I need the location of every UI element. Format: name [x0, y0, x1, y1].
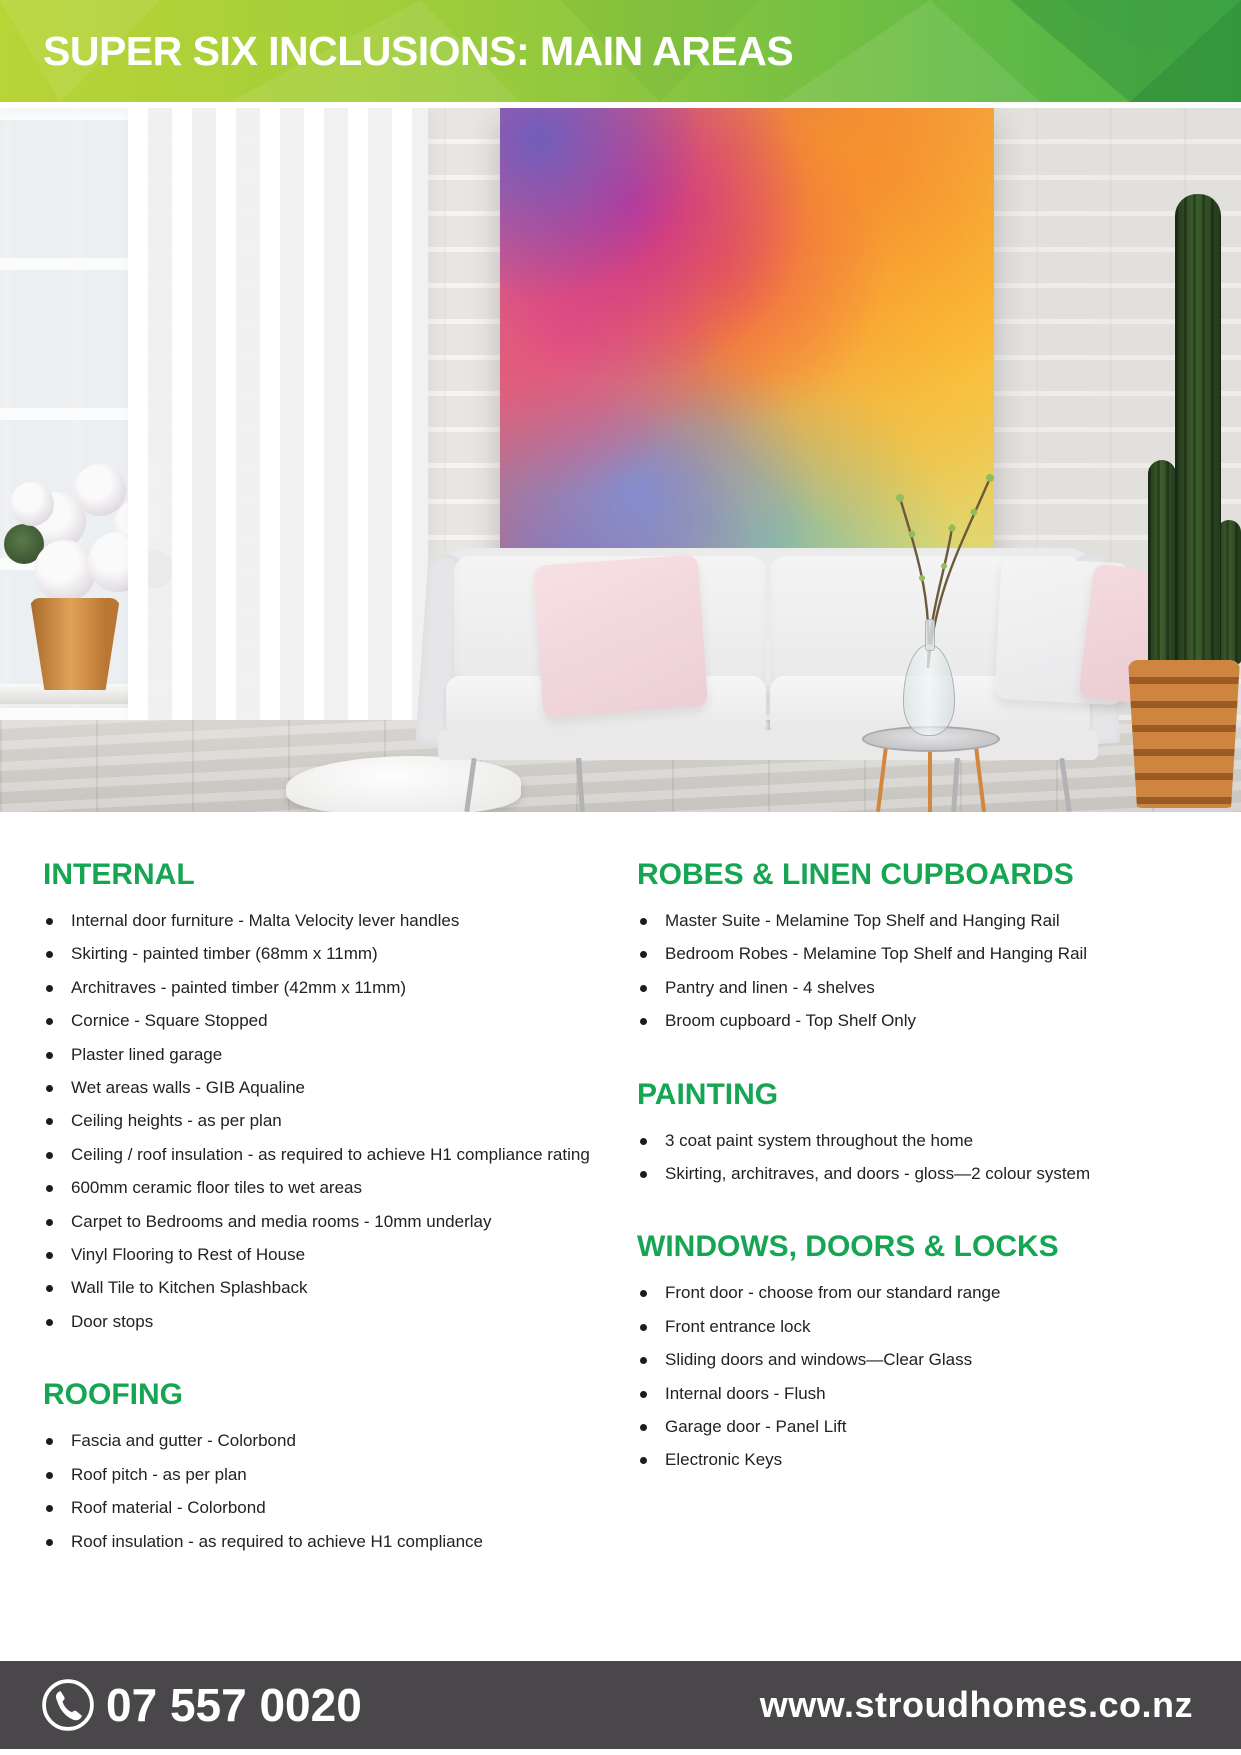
sheer-curtain: [128, 108, 428, 812]
section-title-robes: ROBES & LINEN CUPBOARDS: [637, 858, 1074, 891]
section-title-painting: PAINTING: [637, 1077, 779, 1111]
list-item: Roof insulation - as required to achieve H1 compliance: [43, 1531, 597, 1552]
inclusions-content: [0, 812, 1241, 1661]
list-item: Skirting, architraves, and doors - gloss—2 colour system: [637, 1163, 1196, 1184]
list-item: Fascia and gutter - Colorbond: [43, 1430, 597, 1451]
footer-bar: [0, 1661, 1241, 1749]
list-item: Bedroom Robes - Melamine Top Shelf and Hanging Rail: [637, 943, 1196, 964]
list-item: Ceiling / roof insulation - as required to achieve H1 compliance rating: [43, 1144, 597, 1165]
list-item: Sliding doors and windows—Clear Glass: [637, 1349, 1196, 1370]
list-item: Plaster lined garage: [43, 1044, 597, 1065]
right-column: [637, 858, 1196, 1661]
section-internal: [43, 858, 597, 1332]
list-item: Wall Tile to Kitchen Splashback: [43, 1277, 597, 1298]
roofing-list: [43, 1430, 597, 1552]
list-item: Master Suite - Melamine Top Shelf and Hanging Rail: [637, 910, 1196, 931]
phone-number[interactable]: 07 557 0020: [106, 1679, 362, 1731]
list-item: Electronic Keys: [637, 1449, 1196, 1470]
list-item: Internal door furniture - Malta Velocity lever handles: [43, 910, 597, 931]
phone-contact[interactable]: [40, 1677, 362, 1733]
list-item: Door stops: [43, 1311, 597, 1332]
list-item: Internal doors - Flush: [637, 1383, 1196, 1404]
list-item: Carpet to Bedrooms and media rooms - 10mm underlay: [43, 1211, 597, 1232]
list-item: Vinyl Flooring to Rest of House: [43, 1244, 597, 1265]
section-windows-doors-locks: [637, 1230, 1196, 1470]
header-banner: [0, 0, 1241, 108]
list-item: Broom cupboard - Top Shelf Only: [637, 1010, 1196, 1031]
page-title: SUPER SIX INCLUSIONS: MAIN AREAS: [43, 27, 794, 74]
pink-cushion-left: [533, 554, 708, 717]
list-item: 600mm ceramic floor tiles to wet areas: [43, 1177, 597, 1198]
flower-vase: [30, 598, 120, 690]
list-item: Front entrance lock: [637, 1316, 1196, 1337]
list-item: Architraves - painted timber (42mm x 11mm): [43, 977, 597, 998]
windows-doors-locks-list: [637, 1282, 1196, 1470]
list-item: Front door - choose from our standard range: [637, 1282, 1196, 1303]
list-item: Cornice - Square Stopped: [43, 1010, 597, 1031]
list-item: Garage door - Panel Lift: [637, 1416, 1196, 1437]
cactus-pot: [1128, 660, 1240, 808]
section-title-roofing: ROOFING: [43, 1378, 183, 1412]
section-title-windows-doors-locks: WINDOWS, DOORS & LOCKS: [637, 1230, 1059, 1264]
painting-list: [637, 1130, 1196, 1185]
section-robes: [637, 858, 1196, 1032]
website-url[interactable]: www.stroudhomes.co.nz: [759, 1684, 1193, 1725]
list-item: Wet areas walls - GIB Aqualine: [43, 1077, 597, 1098]
list-item: Pantry and linen - 4 shelves: [637, 977, 1196, 998]
list-item: Roof pitch - as per plan: [43, 1464, 597, 1485]
list-item: Roof material - Colorbond: [43, 1497, 597, 1518]
internal-list: [43, 910, 597, 1332]
list-item: Skirting - painted timber (68mm x 11mm): [43, 943, 597, 964]
section-title-internal: INTERNAL: [43, 858, 195, 891]
hero-image: [0, 108, 1241, 812]
left-column: [43, 858, 597, 1661]
section-painting: [637, 1078, 1196, 1185]
list-item: Ceiling heights - as per plan: [43, 1110, 597, 1131]
phone-icon: [40, 1677, 96, 1733]
section-roofing: [43, 1378, 597, 1552]
robes-list: [637, 910, 1196, 1032]
list-item: 3 coat paint system throughout the home: [637, 1130, 1196, 1151]
